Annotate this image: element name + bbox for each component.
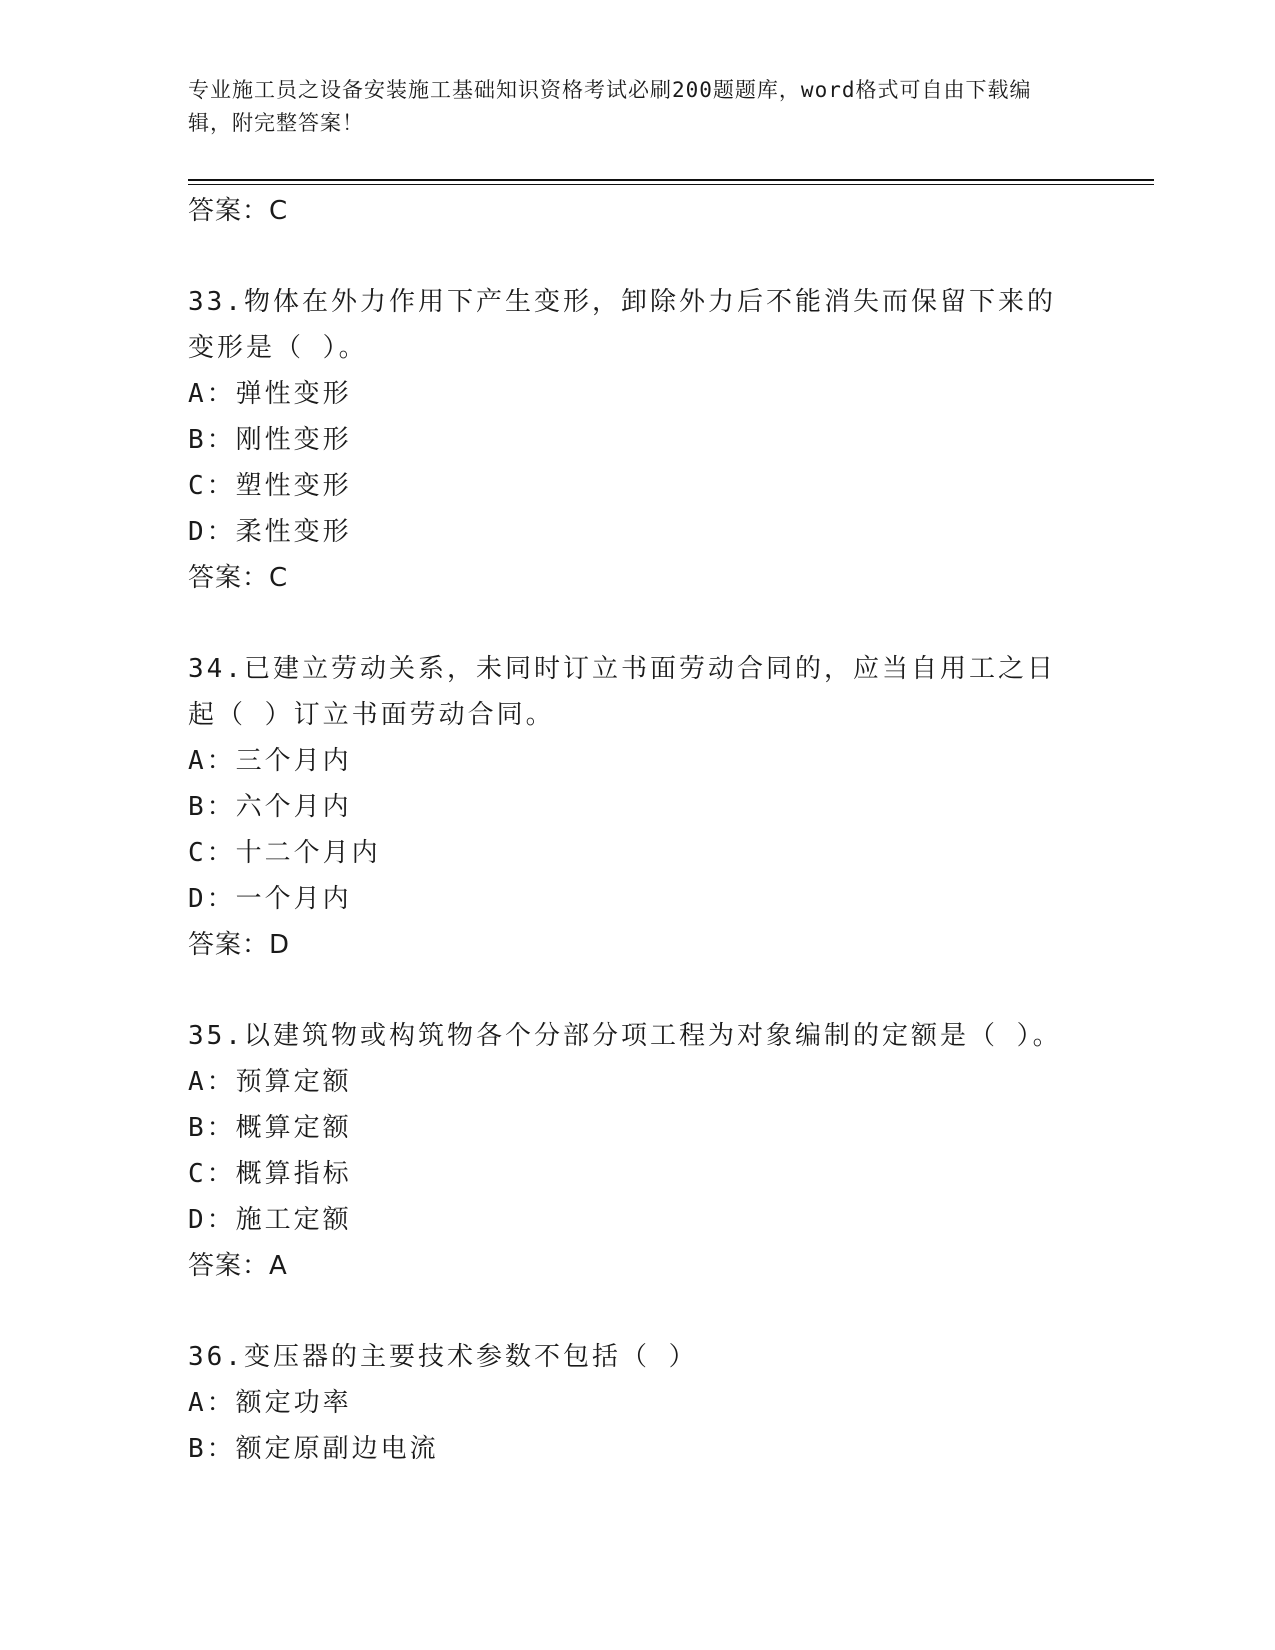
question-text: 36.变压器的主要技术参数不包括（ ） bbox=[188, 1342, 698, 1372]
header-rule-thin bbox=[188, 184, 1154, 185]
question-block bbox=[188, 1334, 1088, 1472]
option-c: C：十二个月内 bbox=[188, 838, 381, 868]
option-b: B：概算定额 bbox=[188, 1113, 352, 1143]
question-text: 33.物体在外力作用下产生变形，卸除外力后不能消失而保留下来的变形是（ ）。 bbox=[188, 287, 1056, 363]
answer-line: 答案：A bbox=[188, 1251, 288, 1281]
question-list bbox=[188, 188, 1088, 1472]
previous-answer: 答案：C bbox=[188, 196, 289, 226]
option-a: A：弹性变形 bbox=[188, 379, 352, 409]
option-b: B：额定原副边电流 bbox=[188, 1434, 439, 1464]
question-block bbox=[188, 646, 1088, 968]
answer-line: 答案：D bbox=[188, 930, 291, 960]
header-rule-thick bbox=[188, 179, 1154, 181]
option-d: D：施工定额 bbox=[188, 1205, 352, 1235]
option-a: A：预算定额 bbox=[188, 1067, 352, 1097]
option-b: B：刚性变形 bbox=[188, 425, 352, 455]
option-d: D：柔性变形 bbox=[188, 517, 352, 547]
question-text: 35.以建筑物或构筑物各个分部分项工程为对象编制的定额是（ ）。 bbox=[188, 1021, 1062, 1051]
option-b: B：六个月内 bbox=[188, 792, 352, 822]
option-c: C：塑性变形 bbox=[188, 471, 352, 501]
question-block bbox=[188, 279, 1088, 601]
option-a: A：额定功率 bbox=[188, 1388, 352, 1418]
option-d: D：一个月内 bbox=[188, 884, 352, 914]
document-header: 专业施工员之设备安装施工基础知识资格考试必刷200题题库，word格式可自由下载编辑，附完整答案！ bbox=[188, 78, 1032, 135]
option-a: A：三个月内 bbox=[188, 746, 352, 776]
option-c: C：概算指标 bbox=[188, 1159, 352, 1189]
question-text: 34.已建立劳动关系，未同时订立书面劳动合同的，应当自用工之日起（ ）订立书面劳动合同。 bbox=[188, 654, 1056, 730]
answer-line: 答案：C bbox=[188, 563, 289, 593]
question-block bbox=[188, 1013, 1088, 1289]
